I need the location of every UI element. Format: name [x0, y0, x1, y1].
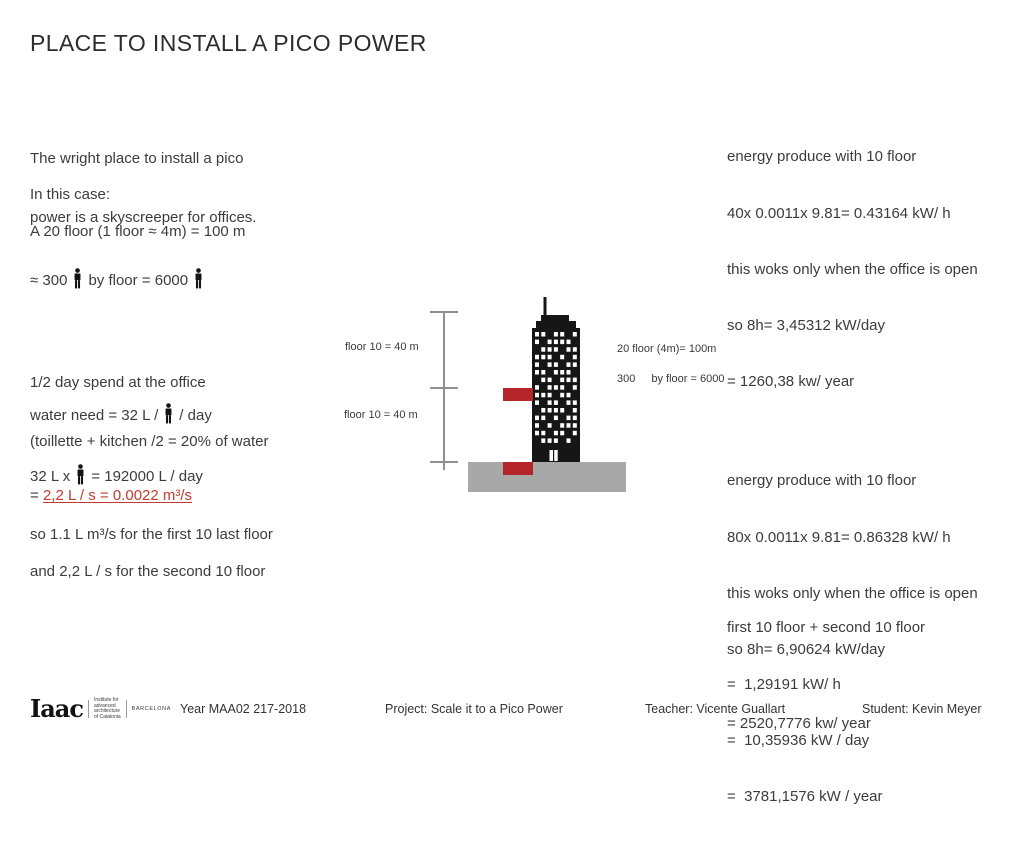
office-line-2: (toillette + kitchen /2 = 20% of water: [30, 432, 269, 450]
second-flow-line: and 2,2 L / s for the second 10 floor: [30, 563, 266, 580]
energy-3-line: = 1,29191 kW/ h: [727, 675, 841, 693]
person-icon: [193, 268, 204, 289]
energy-1-line: = 1260,38 kw/ year: [727, 372, 855, 390]
occupancy-prefix: 300: [617, 373, 636, 385]
first-flow-line: so 1.1 L m³/s for the first 10 last floor: [30, 526, 273, 543]
floor-label-top: floor 10 = 40 m: [345, 341, 419, 353]
flow-value-highlight: 2,2 L / s = 0.0022 m³/s: [42, 487, 193, 504]
energy-3-line: first 10 floor + second 10 floor: [727, 619, 926, 637]
intro-line-1: The wright place to install a pico: [30, 150, 244, 167]
energy-2-line: energy produce with 10 floor: [727, 472, 917, 490]
energy-1-line: so 8h= 3,45312 kW/day: [727, 316, 886, 334]
iaac-logo: [30, 696, 171, 722]
energy-1-line: 40x 0.0011x 9.81= 0.43164 kW/ h: [727, 204, 951, 222]
water-need-line: [30, 403, 212, 424]
footer-year: Year MAA02 217-2018: [180, 702, 307, 716]
measure-tick-middle: [430, 387, 458, 389]
water-suffix: / day: [179, 407, 212, 424]
iaac-subtitle-line: architecture: [93, 708, 121, 714]
logo-divider: [126, 700, 127, 718]
skyscraper-diagram: [460, 295, 630, 495]
person-icon: [163, 403, 174, 424]
measure-tick-bottom: [430, 461, 458, 463]
door-right: [554, 450, 558, 461]
intro-line-2: power is a skyscreeper for offices.: [30, 208, 257, 226]
height-measure-line: [443, 311, 445, 470]
energy-2-line: 80x 0.0011x 9.81= 0.86328 kW/ h: [727, 528, 951, 546]
energy-2-line: so 8h= 6,90624 kW/day: [727, 640, 886, 658]
people-middle: by floor = 6000: [88, 272, 189, 289]
measure-tick-top: [430, 311, 458, 313]
person-icon: [75, 464, 86, 485]
iaac-subtitle: [94, 698, 121, 720]
water-calc-line: [30, 464, 203, 485]
calc-prefix: 32 L x: [30, 468, 71, 485]
footer-student: Student: Kevin Meyer: [862, 702, 982, 716]
logo-divider: [88, 700, 89, 718]
floor-label-bottom: floor 10 = 40 m: [344, 409, 418, 421]
people-line: [30, 268, 204, 289]
people-prefix: ≈ 300: [30, 272, 68, 289]
occupancy-label: [617, 373, 724, 386]
flow-equals: =: [30, 487, 43, 504]
iaac-subtitle-line: advanced: [93, 702, 116, 709]
door-left: [550, 450, 554, 461]
office-line-1: 1/2 day spend at the office: [30, 374, 206, 391]
energy-2-line: this woks only when the office is open: [727, 584, 978, 602]
energy-1-line: this woks only when the office is open: [727, 260, 978, 278]
total-height-label: 20 floor (4m)= 100m: [617, 343, 717, 355]
flow-result-line: [30, 487, 192, 504]
person-icon: [72, 268, 83, 289]
energy-1-line: energy produce with 10 floor: [727, 148, 917, 166]
footer-teacher: Teacher: Vicente Guallart: [645, 702, 786, 716]
pico-turbine-lower: [503, 462, 533, 475]
antenna: [544, 297, 547, 317]
footer: [0, 696, 1024, 724]
iaac-subtitle-line: Institute for: [93, 697, 119, 703]
energy-block-1: [727, 111, 978, 429]
water-prefix: water need = 32 L /: [30, 407, 159, 424]
case-label: In this case:: [30, 186, 111, 203]
pico-turbine-upper: [503, 388, 533, 401]
occupancy-suffix: by floor = 6000: [651, 373, 725, 385]
page-title: PLACE TO INSTALL A PICO POWER: [30, 30, 427, 56]
energy-3-line: = 3781,1576 kW / year: [727, 787, 883, 805]
footer-project: Project: Scale it to a Pico Power: [385, 702, 563, 716]
floors-line: A 20 floor (1 floor ≈ 4m) = 100 m: [30, 223, 246, 240]
energy-3-line: = 10,35936 kW / day: [727, 731, 870, 749]
energy-2-total: = 2520,7776 kw/ year: [727, 714, 871, 732]
tower-top-step2: [536, 321, 576, 329]
iaac-city-label: BARCELONA: [131, 706, 171, 712]
iaac-subtitle-line: of Catalonia: [93, 713, 121, 720]
ground: [468, 462, 626, 492]
calc-suffix: = 192000 L / day: [91, 468, 203, 485]
iaac-wordmark: Iaac: [30, 694, 83, 723]
